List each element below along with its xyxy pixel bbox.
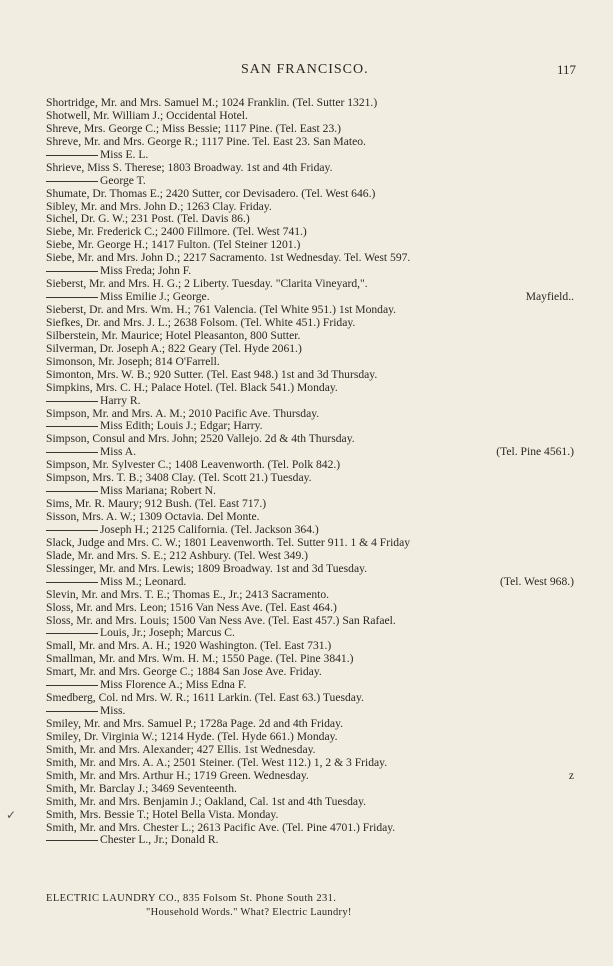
entry-text: Louis, Jr.; Joseph; Marcus C. [100, 626, 235, 640]
directory-entry [46, 730, 574, 743]
directory-entry [46, 471, 574, 484]
entry-text: George T. [100, 173, 146, 187]
entry-right-text: (Tel. West 968.) [499, 574, 574, 588]
entry-text: Shreve, Mr. and Mrs. George R.; 1117 Pine. Tel. East 23. San Mateo. [46, 134, 366, 148]
entry-text: Slack, Judge and Mrs. C. W.; 1801 Leavenworth. Tel. Sutter 911. 1 & 4 Friday [46, 535, 411, 549]
entry-text: Small, Mr. and Mrs. A. H.; 1920 Washington. (Tel. East 731.) [46, 639, 332, 653]
directory-sub-entry [46, 678, 574, 691]
ditto-rule [46, 530, 98, 531]
entry-text: Smith, Mr. and Mrs. A. A.; 2501 Steiner. (Tel. West 112.) 1, 2 & 3 Friday. [46, 755, 388, 769]
ditto-rule [46, 685, 98, 686]
entry-text: Simonson, Mr. Joseph; 814 O'Farrell. [46, 354, 220, 368]
directory-entry [46, 355, 574, 368]
directory-entry [46, 743, 574, 756]
entry-text: Chester L., Jr.; Donald R. [100, 833, 219, 847]
footer-slogan: "Household Words." What? Electric Laundry! [146, 907, 352, 918]
entry-text: Smallman, Mr. and Mrs. Wm. H. M.; 1550 Page. (Tel. Pine 3841.) [46, 652, 354, 666]
directory-sub-entry [46, 290, 574, 303]
ditto-rule [46, 181, 98, 182]
entry-text: Shumate, Dr. Thomas E.; 2420 Sutter, cor Devisadero. (Tel. West 646.) [46, 186, 376, 200]
entry-text: Simpkins, Mrs. C. H.; Palace Hotel. (Tel. Black 541.) Monday. [46, 380, 338, 394]
directory-entry [46, 795, 574, 808]
ditto-rule [46, 297, 98, 298]
directory-entry [46, 665, 574, 678]
directory-entry [46, 432, 574, 445]
directory-sub-entry [46, 484, 574, 497]
directory-entry [46, 536, 574, 549]
directory-entry [46, 562, 574, 575]
entry-text: Smith, Mr. and Mrs. Arthur H.; 1719 Green. Wednesday. [46, 768, 309, 782]
directory-entry [46, 549, 574, 562]
directory-entry [46, 756, 574, 769]
entry-text: Smiley, Mr. and Mrs. Samuel P.; 1728a Page. 2d and 4th Friday. [46, 717, 344, 730]
entry-right-text: (Tel. Pine 4561.) [496, 445, 574, 459]
directory-entry [46, 821, 574, 834]
directory-entry [46, 96, 574, 109]
ditto-rule [46, 840, 98, 841]
directory-entry [46, 342, 574, 355]
entry-text: Simpson, Mrs. T. B.; 3408 Clay. (Tel. Scott 21.) Tuesday. [46, 471, 312, 485]
entry-text: Smedberg, Col. nd Mrs. W. R.; 1611 Larkin. (Tel. East 63.) Tuesday. [46, 691, 364, 705]
directory-entry [46, 122, 574, 135]
directory-entry [46, 497, 574, 510]
ditto-rule [46, 401, 98, 402]
entry-text: Smiley, Dr. Virginia W.; 1214 Hyde. (Tel. Hyde 661.) Monday. [46, 729, 338, 743]
entry-text: Miss Florence A.; Miss Edna F. [100, 678, 247, 692]
directory-entry [46, 277, 574, 290]
ditto-rule [46, 711, 98, 712]
entry-text: Sims, Mr. R. Maury; 912 Bush. (Tel. East 717.) [46, 497, 267, 511]
entry-text: Sisson, Mrs. A. W.; 1309 Octavia. Del Monte. [46, 510, 260, 523]
directory-sub-entry [46, 833, 574, 846]
ditto-rule [46, 491, 98, 492]
directory-entry [46, 135, 574, 148]
directory-sub-entry [46, 704, 574, 717]
ditto-rule [46, 452, 98, 453]
directory-entry [46, 238, 574, 251]
directory-entry [46, 329, 574, 342]
entry-text: Smart, Mr. and Mrs. George C.; 1884 San Jose Ave. Friday. [46, 665, 322, 679]
footer-advertisement: ELECTRIC LAUNDRY CO., 835 Folsom St. Phone South 231. [46, 893, 337, 904]
page-footer [46, 892, 574, 920]
entry-text: Miss Edith; Louis J.; Edgar; Harry. [100, 419, 263, 433]
margin-check-mark: ✓ [6, 808, 17, 822]
entry-text: Miss A. [100, 445, 137, 459]
ditto-rule [46, 271, 98, 272]
directory-entry [46, 652, 574, 665]
entry-text: Smith, Mrs. Bessie T.; Hotel Bella Vista. Monday. [46, 807, 279, 821]
entry-right-text: Mayfield.. [525, 290, 574, 304]
directory-entry [46, 161, 574, 174]
directory-entries [46, 96, 574, 846]
directory-entry [46, 381, 574, 394]
directory-entry [46, 717, 574, 730]
directory-entry [46, 614, 574, 627]
entry-right-text: z [568, 768, 574, 782]
directory-entry [46, 368, 574, 381]
entry-text: Smith, Mr. Barclay J.; 3469 Seventeenth. [46, 781, 237, 795]
directory-entry [46, 303, 574, 316]
directory-entry [46, 200, 574, 213]
entry-text: Siebe, Mr. Frederick C.; 2400 Fillmore. (Tel. West 741.) [46, 225, 307, 239]
directory-sub-entry [46, 445, 574, 458]
entry-text: Sichel, Dr. G. W.; 231 Post. (Tel. Davis 86.) [46, 212, 250, 226]
entry-text: Simpson, Consul and Mrs. John; 2520 Vallejo. 2d & 4th Thursday. [46, 432, 355, 446]
entry-text: Simpson, Mr. Sylvester C.; 1408 Leavenworth. (Tel. Polk 842.) [46, 458, 341, 472]
entry-text: Silberstein, Mr. Maurice; Hotel Pleasanton, 800 Sutter. [46, 328, 301, 342]
entry-text: Miss Emilie J.; George. [100, 290, 210, 304]
directory-entry [46, 458, 574, 471]
entry-text: Joseph H.; 2125 California. (Tel. Jackson 364.) [100, 522, 319, 536]
directory-entry [46, 407, 574, 420]
directory-entry [46, 187, 574, 200]
directory-entry [46, 782, 574, 795]
entry-text: Sieberst, Dr. and Mrs. Wm. H.; 761 Valencia. (Tel White 951.) 1st Monday. [46, 303, 397, 316]
page-number: 117 [556, 62, 576, 77]
directory-entry [46, 109, 574, 122]
entry-text: Harry R. [100, 393, 141, 407]
directory-entry [46, 212, 574, 225]
entry-text: Silverman, Dr. Joseph A.; 822 Geary (Tel. Hyde 2061.) [46, 341, 302, 355]
entry-text: Siefkes, Dr. and Mrs. J. L.; 2638 Folsom. (Tel. White 451.) Friday. [46, 315, 356, 329]
page-header [46, 62, 576, 80]
directory-sub-entry [46, 174, 574, 187]
entry-text: Siebe, Mr. and Mrs. John D.; 2217 Sacramento. 1st Wednesday. Tel. West 597. [46, 251, 411, 265]
entry-text: Shreve, Mrs. George C.; Miss Bessie; 1117 Pine. (Tel. East 23.) [46, 121, 342, 135]
entry-text: Smith, Mr. and Mrs. Alexander; 427 Ellis. 1st Wednesday. [46, 742, 316, 756]
entry-text: Shotwell, Mr. William J.; Occidental Hotel. [46, 108, 248, 122]
page-title: SAN FRANCISCO. [241, 62, 369, 77]
entry-text: Sloss, Mr. and Mrs. Louis; 1500 Van Ness Ave. (Tel. East 457.) San Rafael. [46, 613, 396, 627]
entry-text: Smith, Mr. and Mrs. Benjamin J.; Oakland, Cal. 1st and 4th Tuesday. [46, 794, 367, 808]
entry-text: Siebe, Mr. George H.; 1417 Fulton. (Tel Steiner 1201.) [46, 238, 301, 252]
directory-sub-entry [46, 523, 574, 536]
directory-entry [46, 808, 574, 821]
directory-sub-entry [46, 575, 574, 588]
directory-sub-entry [46, 626, 574, 639]
ditto-rule [46, 582, 98, 583]
directory-sub-entry [46, 419, 574, 432]
entry-text: Sieberst, Mr. and Mrs. H. G.; 2 Liberty. Tuesday. "Clarita Vineyard,". [46, 277, 368, 291]
directory-entry [46, 510, 574, 523]
entry-text: Smith, Mr. and Mrs. Chester L.; 2613 Pacific Ave. (Tel. Pine 4701.) Friday. [46, 820, 396, 834]
entry-text: Miss E. L. [100, 147, 149, 161]
ditto-rule [46, 426, 98, 427]
directory-entry [46, 588, 574, 601]
entry-text: Slevin, Mr. and Mrs. T. E.; Thomas E., Jr.; 2413 Sacramento. [46, 587, 330, 601]
entry-text: Simonton, Mrs. W. B.; 920 Sutter. (Tel. East 948.) 1st and 3d Thursday. [46, 367, 378, 381]
directory-entry [46, 769, 574, 782]
entry-text: Shrieve, Miss S. Therese; 1803 Broadway. 1st and 4th Friday. [46, 160, 333, 174]
directory-entry [46, 316, 574, 329]
entry-text: Sloss, Mr. and Mrs. Leon; 1516 Van Ness Ave. (Tel. East 464.) [46, 600, 337, 614]
directory-entry [46, 639, 574, 652]
directory-entry [46, 225, 574, 238]
directory-sub-entry [46, 394, 574, 407]
directory-entry [46, 251, 574, 264]
directory-entry [46, 691, 574, 704]
entry-text: Sibley, Mr. and Mrs. John D.; 1263 Clay. Friday. [46, 199, 272, 213]
directory-entry [46, 601, 574, 614]
directory-sub-entry [46, 264, 574, 277]
entry-text: Simpson, Mr. and Mrs. A. M.; 2010 Pacific Ave. Thursday. [46, 406, 320, 420]
ditto-rule [46, 633, 98, 634]
entry-text: Slade, Mr. and Mrs. S. E.; 212 Ashbury. (Tel. West 349.) [46, 548, 308, 562]
entry-text: Miss. [100, 704, 126, 718]
entry-text: Miss Freda; John F. [100, 264, 192, 278]
entry-text: Slessinger, Mr. and Mrs. Lewis; 1809 Broadway. 1st and 3d Tuesday. [46, 561, 368, 575]
directory-sub-entry [46, 148, 574, 161]
entry-text: Miss M.; Leonard. [100, 574, 187, 588]
entry-text: Shortridge, Mr. and Mrs. Samuel M.; 1024 Franklin. (Tel. Sutter 1321.) [46, 96, 378, 109]
ditto-rule [46, 155, 98, 156]
entry-text: Miss Mariana; Robert N. [100, 484, 216, 498]
